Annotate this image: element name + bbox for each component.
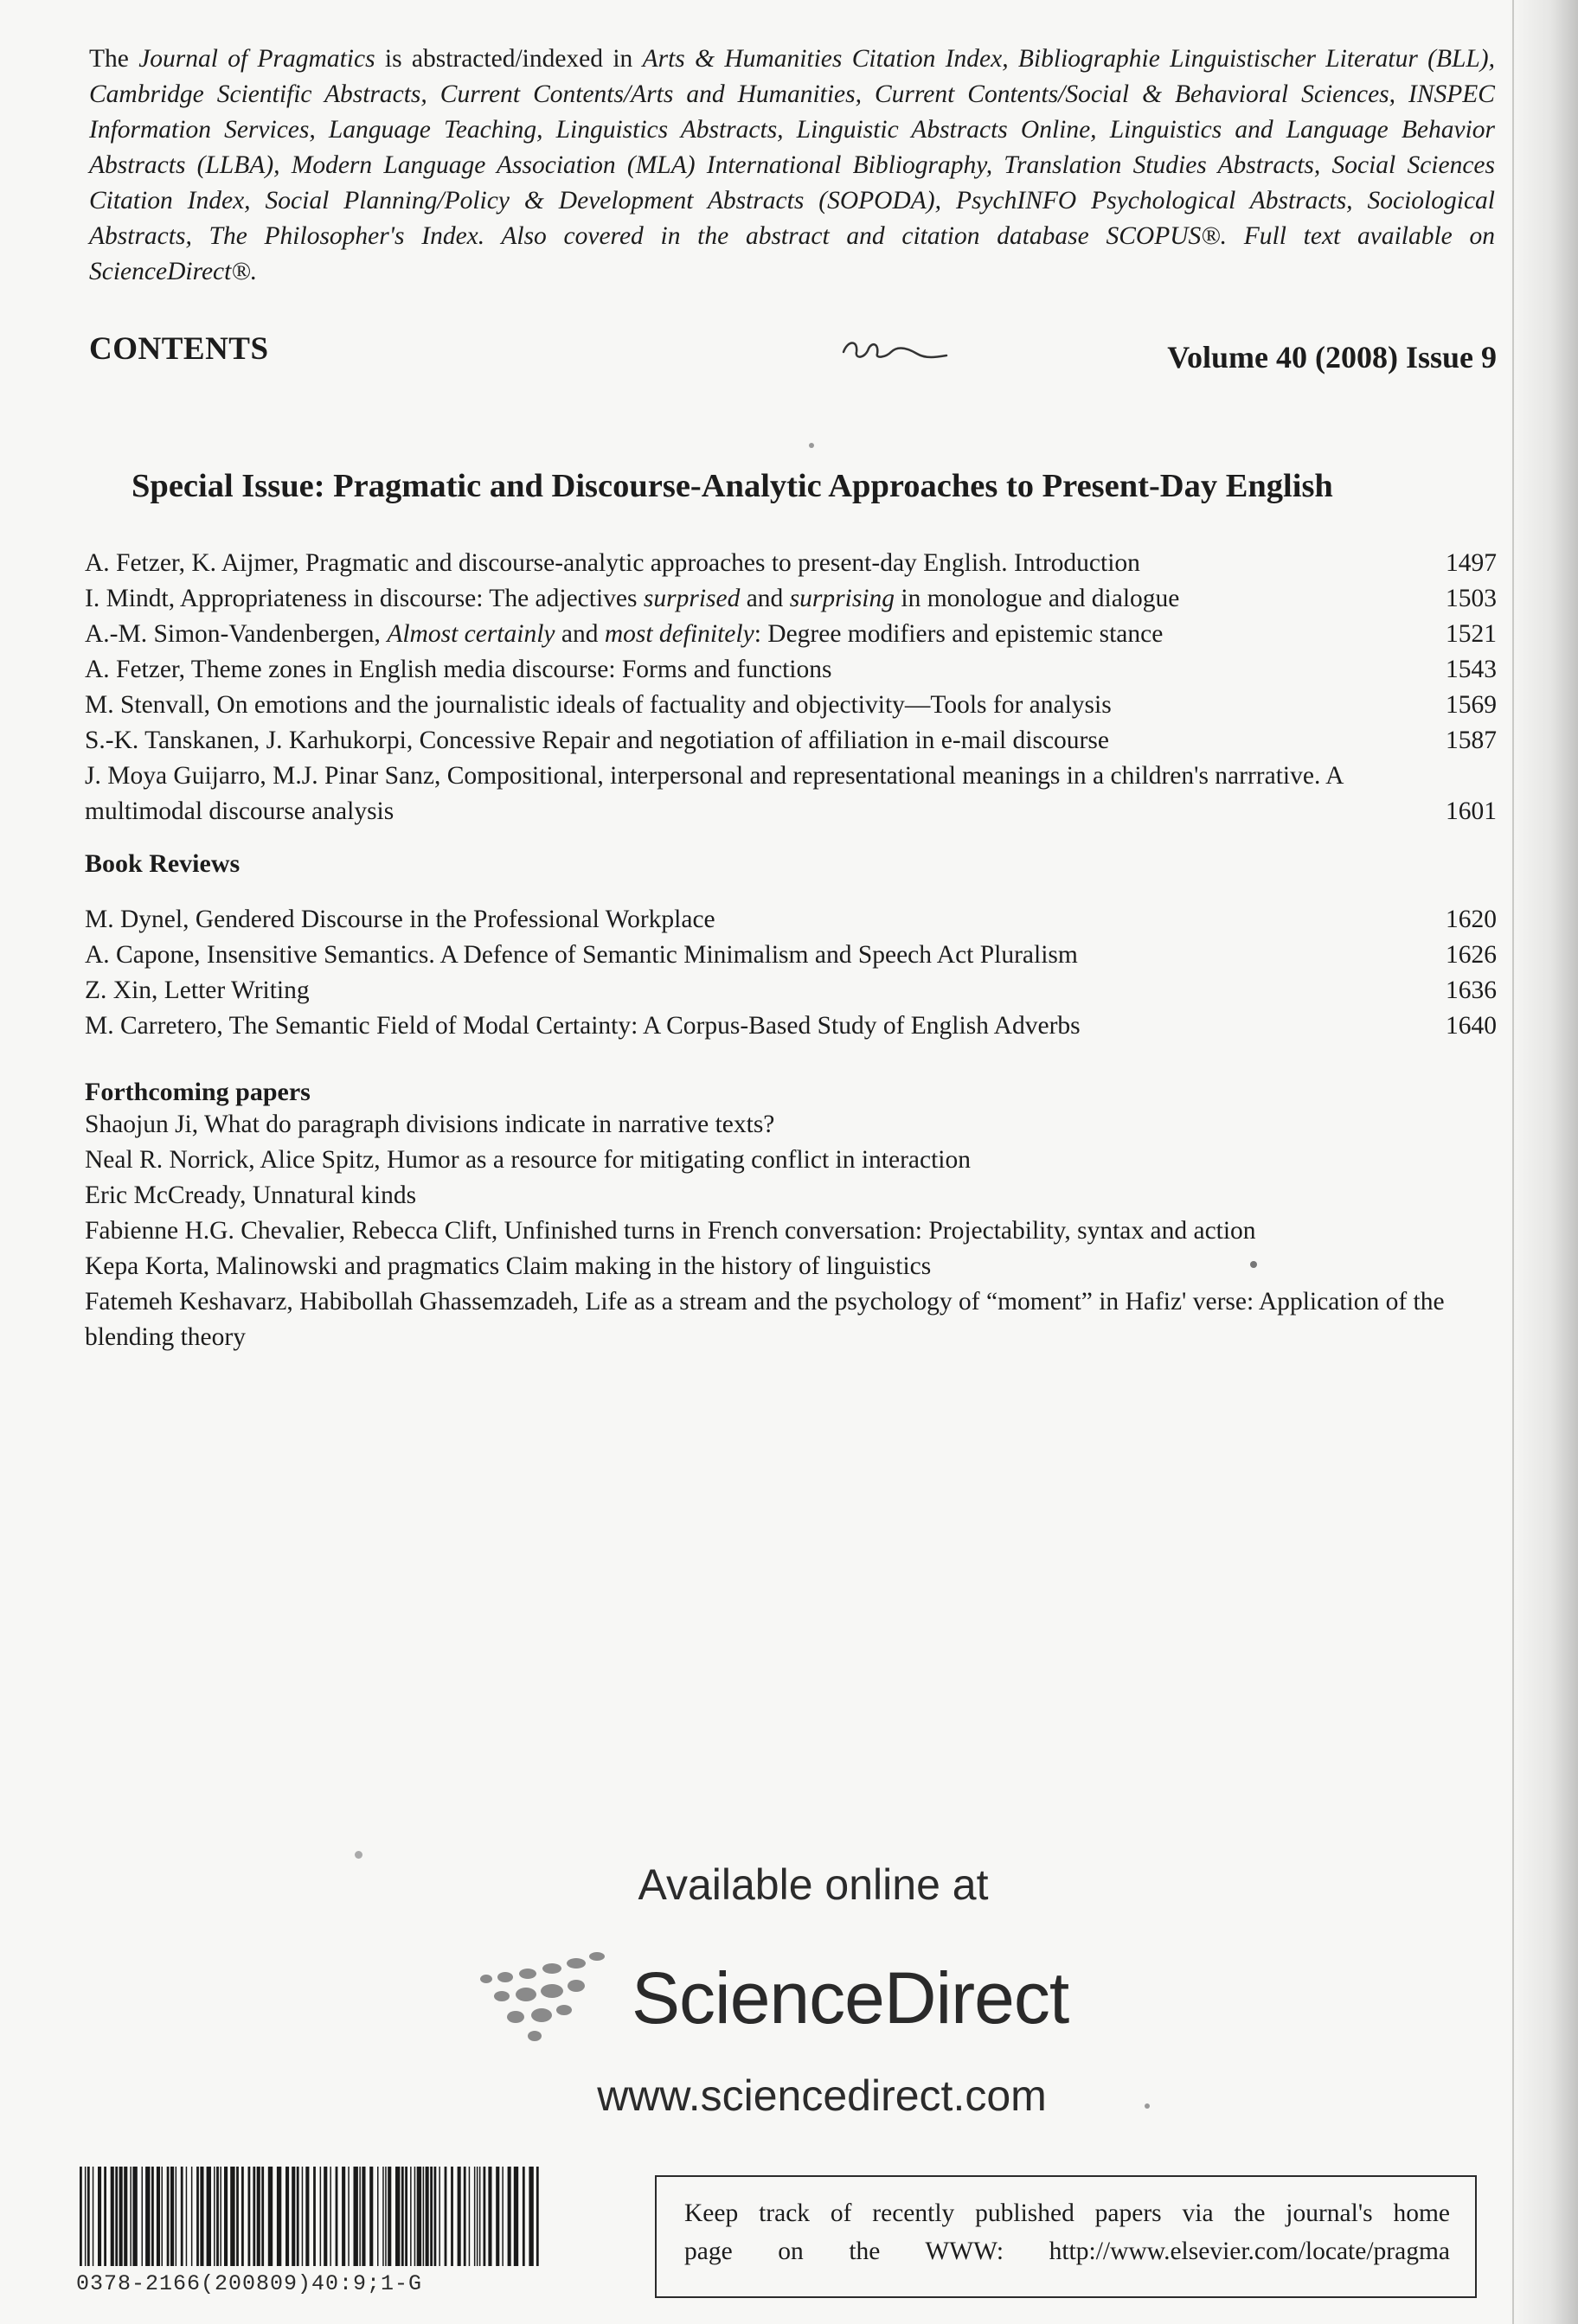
toc-entry-page: 1543 — [1446, 656, 1497, 683]
toc-entry — [85, 617, 1497, 652]
barcode-bar — [382, 2167, 384, 2266]
barcode-bar — [151, 2167, 154, 2266]
toc-entry — [85, 688, 1497, 723]
barcode-bar — [214, 2167, 215, 2266]
toc-title-part: and — [555, 620, 605, 648]
toc-entry-title — [85, 581, 1497, 617]
barcode-bar — [93, 2167, 94, 2266]
toc-entry-page: 1521 — [1446, 620, 1497, 648]
barcode-bar — [445, 2167, 447, 2266]
barcode-bar — [410, 2167, 412, 2266]
articles-list — [85, 546, 1497, 829]
toc-title-italic: surprised — [643, 585, 741, 612]
review-entry-page: 1626 — [1446, 941, 1497, 969]
toc-entry-page: 1503 — [1446, 585, 1497, 612]
barcode-bar — [330, 2167, 331, 2266]
barcode-bar — [162, 2167, 164, 2266]
indexing-services-list: Arts & Humanities Citation Index, Bibliographie Linguistischer Literatur (BLL), Cambridge Scientific Abstracts, Current Contents/Arts and Humanities, Current Contents/Social & Behavioral Sciences, INSPEC Information Services, Language Teaching, Linguistics Abstracts, Linguistic Abstracts Online, Linguistics and Language Behavior Abstracts (LLBA), Modern Language Association (MLA) International Bibliography, Translation Studies Abstracts, Social Sciences Citation Index, Social Planning/Policy & Development Abstracts (SOPODA), PsychINFO Psychological Abstracts, Sociological Abstracts, The Philosopher's Index. Also covered in the abstract and citation database SCOPUS®. Full text available on ScienceDirect®. — [89, 45, 1495, 285]
barcode-bar — [111, 2167, 114, 2266]
barcode-bar — [181, 2167, 183, 2266]
barcode-bar — [484, 2167, 486, 2266]
barcode-bar — [430, 2167, 433, 2266]
keep-track-text — [684, 2194, 1450, 2270]
barcode-bar — [302, 2167, 304, 2266]
barcode-bar — [536, 2167, 539, 2266]
toc-title-part: I. Mindt, Appropriateness in discourse: The adjectives — [85, 585, 644, 612]
review-entry — [85, 938, 1497, 973]
barcode-bar — [157, 2167, 160, 2266]
barcode-bar — [434, 2167, 437, 2266]
barcode-bar — [423, 2167, 425, 2266]
indexing-text-2: is abstracted/indexed in — [375, 45, 643, 73]
barcode-bar — [395, 2167, 400, 2266]
barcode-bar — [458, 2167, 461, 2266]
barcode-bar — [104, 2167, 106, 2266]
toc-entry-title: A. Fetzer, Theme zones in English media discourse: Forms and functions — [85, 656, 832, 683]
page-fold-line — [1512, 0, 1514, 2324]
barcode-bar — [414, 2167, 416, 2266]
barcode-bar — [502, 2167, 504, 2266]
page-edge-shadow — [1509, 0, 1578, 2324]
barcode-bar — [348, 2167, 350, 2266]
barcode-bar — [285, 2167, 289, 2266]
keep-track-box — [655, 2175, 1477, 2298]
forthcoming-entry: Neal R. Norrick, Alice Spitz, Humor as a resource for mitigating conflict in interaction — [85, 1146, 972, 1174]
paper-speck — [1145, 2103, 1150, 2109]
book-reviews-list — [85, 902, 1497, 1044]
toc-title-part: and — [740, 585, 790, 612]
barcode-bar — [496, 2167, 499, 2266]
review-entry-page: 1620 — [1446, 906, 1497, 933]
barcode-bar — [439, 2167, 440, 2266]
barcode-bar — [508, 2167, 511, 2266]
toc-entry-title — [85, 617, 1497, 652]
barcode-bar — [224, 2167, 228, 2266]
barcode-bar — [220, 2167, 221, 2266]
toc-entry-page: 1569 — [1446, 691, 1497, 719]
barcode-bar — [253, 2167, 255, 2266]
barcode-bar — [529, 2167, 533, 2266]
barcode-bar — [115, 2167, 118, 2266]
barcode-bar — [176, 2167, 177, 2266]
barcode-bar — [477, 2167, 478, 2266]
review-entry-title: Z. Xin, Letter Writing — [85, 976, 310, 1004]
barcode-bar — [98, 2167, 101, 2266]
barcode-bar — [241, 2167, 244, 2266]
barcode-bar — [170, 2167, 174, 2266]
barcode-bar — [388, 2167, 391, 2266]
barcode-bar — [474, 2167, 476, 2266]
barcode-bar — [207, 2167, 211, 2266]
forthcoming-entry: Shaojun Ji, What do paragraph divisions indicate in narrative texts? — [85, 1111, 775, 1138]
barcode-bar — [523, 2167, 525, 2266]
barcode-bar — [236, 2167, 239, 2266]
handwritten-mark — [839, 333, 952, 368]
barcode-bar — [405, 2167, 407, 2266]
barcode-bar — [230, 2167, 234, 2266]
review-entry — [85, 902, 1497, 938]
barcode-bar — [80, 2167, 82, 2266]
barcode-bar — [336, 2167, 338, 2266]
barcode-bar — [479, 2167, 481, 2266]
toc-entry-title: J. Moya Guijarro, M.J. Pinar Sanz, Compositional, interpersonal and representational meanings in a children's narrrative. A multimodal discourse analysis — [85, 762, 1343, 825]
toc-title-part: in monologue and dialogue — [895, 585, 1180, 612]
barcode-bar — [216, 2167, 219, 2266]
barcode-bar — [385, 2167, 387, 2266]
contents-heading: CONTENTS — [89, 331, 269, 367]
barcode-bar — [514, 2167, 518, 2266]
review-entry — [85, 973, 1497, 1008]
toc-title-part: : Degree modifiers and epistemic stance — [754, 620, 1164, 648]
forthcoming-list — [85, 1107, 1504, 1355]
barcode-bar — [167, 2167, 170, 2266]
journal-name: Journal of Pragmatics — [138, 45, 375, 73]
barcode-bar — [292, 2167, 295, 2266]
barcode-bar — [359, 2167, 361, 2266]
barcode-bar — [142, 2167, 144, 2266]
toc-entry — [85, 581, 1497, 617]
indexing-paragraph — [89, 42, 1495, 290]
barcode-bar — [451, 2167, 453, 2266]
barcode-bar — [305, 2167, 309, 2266]
forthcoming-entry: Fatemeh Keshavarz, Habibollah Ghassemzadeh, Life as a stream and the psychology of “moment” in Hafiz' verse: Application of the blending theory — [85, 1288, 1445, 1351]
barcode-bar — [417, 2167, 421, 2266]
toc-entry — [85, 723, 1497, 759]
keep-track-line: Keep track of recently published papers via the journal's home — [684, 2199, 1450, 2227]
barcode-bar — [186, 2167, 188, 2266]
barcode-bar — [119, 2167, 123, 2266]
review-entry-title: M. Carretero, The Semantic Field of Modal Certainty: A Corpus-Based Study of English Adverbs — [85, 1012, 1081, 1040]
barcode-bar — [85, 2167, 87, 2266]
toc-title-italic: Almost certainly — [387, 620, 555, 648]
barcode-number: 0378-2166(200809)40:9;1-G — [76, 2271, 423, 2296]
paper-speck — [1250, 1261, 1257, 1268]
toc-entry-title: S.-K. Tanskanen, J. Karhukorpi, Concessive Repair and negotiation of affiliation in e-mail discourse — [85, 727, 1109, 754]
barcode-bar — [369, 2167, 373, 2266]
barcode-bar — [464, 2167, 466, 2266]
barcode-bar — [196, 2167, 199, 2266]
barcode-bar — [191, 2167, 193, 2266]
toc-entry-title: M. Stenvall, On emotions and the journalistic ideals of factuality and objectivity—Tools for analysis — [85, 691, 1112, 719]
toc-entry — [85, 759, 1497, 829]
barcode-bar — [401, 2167, 404, 2266]
barcode-bar — [277, 2167, 281, 2266]
barcode-bar — [488, 2167, 491, 2266]
toc-title-italic: most definitely — [604, 620, 754, 648]
toc-entry — [85, 652, 1497, 688]
barcode-bar — [342, 2167, 345, 2266]
paper-speck — [355, 1851, 362, 1859]
barcode-bar — [248, 2167, 251, 2266]
barcode-bar — [261, 2167, 264, 2266]
review-entry-title: M. Dynel, Gendered Discourse in the Professional Workplace — [85, 906, 715, 933]
toc-title-part: A.-M. Simon-Vandenbergen, — [85, 620, 388, 648]
toc-entry-page: 1587 — [1446, 727, 1497, 754]
paper-speck — [809, 443, 814, 448]
review-entry-page: 1636 — [1446, 976, 1497, 1004]
available-online-text: Available online at — [638, 1860, 989, 1909]
barcode-bar — [124, 2167, 127, 2266]
sciencedirect-url: www.sciencedirect.com — [597, 2071, 1047, 2120]
barcode-bar — [200, 2167, 203, 2266]
barcode — [76, 2167, 548, 2266]
toc-entry — [85, 546, 1497, 581]
barcode-bar — [313, 2167, 316, 2266]
barcode-bar — [354, 2167, 358, 2266]
book-reviews-heading: Book Reviews — [85, 849, 241, 878]
barcode-bar — [257, 2167, 260, 2266]
forthcoming-entry: Fabienne H.G. Chevalier, Rebecca Clift, Unfinished turns in French conversation: Projectability, syntax and action — [85, 1217, 1256, 1245]
indexing-text-1: The — [89, 45, 139, 73]
barcode-bar — [324, 2167, 327, 2266]
barcode-bar — [377, 2167, 379, 2266]
barcode-bar — [268, 2167, 273, 2266]
barcode-bar — [297, 2167, 299, 2266]
barcode-bar — [469, 2167, 471, 2266]
toc-title-italic: surprising — [789, 585, 895, 612]
forthcoming-entry: Eric McCready, Unnatural kinds — [85, 1181, 417, 1209]
keep-track-line: page on the WWW: http://www.elsevier.com/locate/pragma — [684, 2238, 1450, 2265]
barcode-bar — [130, 2167, 132, 2266]
barcode-bar — [362, 2167, 365, 2266]
barcode-bar — [132, 2167, 137, 2266]
volume-issue: Volume 40 (2008) Issue 9 — [1167, 340, 1497, 375]
review-entry — [85, 1008, 1497, 1044]
barcode-bar — [145, 2167, 150, 2266]
toc-entry-title: A. Fetzer, K. Aijmer, Pragmatic and discourse-analytic approaches to present-day English. Introduction — [85, 549, 1140, 577]
review-entry-page: 1640 — [1446, 1012, 1497, 1040]
toc-entry-page: 1497 — [1446, 549, 1497, 577]
sciencedirect-wordmark: ScienceDirect — [632, 1957, 1069, 2039]
barcode-bar — [426, 2167, 429, 2266]
barcode-bar — [320, 2167, 322, 2266]
review-entry-title: A. Capone, Insensitive Semantics. A Defence of Semantic Minimalism and Speech Act Pluralism — [85, 941, 1078, 969]
forthcoming-entry: Kepa Korta, Malinowski and pragmatics Claim making in the history of linguistics — [85, 1252, 932, 1280]
forthcoming-heading: Forthcoming papers — [85, 1078, 311, 1106]
special-issue-title: Special Issue: Pragmatic and Discourse-Analytic Approaches to Present-Day English — [132, 468, 1333, 504]
toc-entry-page: 1601 — [1446, 797, 1497, 825]
barcode-bar — [87, 2167, 90, 2266]
